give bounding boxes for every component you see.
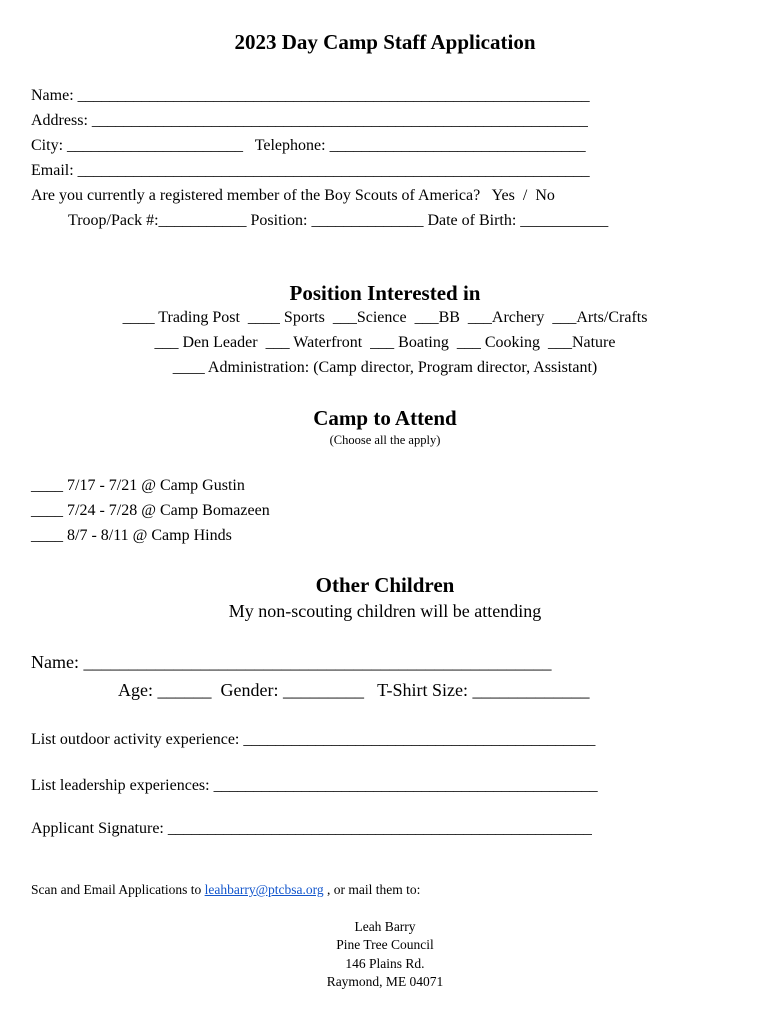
email-field[interactable]: Email: ________________________________________________________________	[31, 162, 590, 179]
signature-field[interactable]: Applicant Signature: _____________________________________________________	[31, 820, 592, 837]
position-options-row-3[interactable]: ____ Administration: (Camp director, Program director, Assistant)	[172, 359, 598, 376]
address-field[interactable]: Address: ______________________________________________________________	[31, 112, 588, 129]
troop-position-dob-field[interactable]: Troop/Pack #:___________ Position: ______________ Date of Birth: ___________	[68, 212, 609, 229]
camp-option[interactable]: ____ 7/24 - 7/28 @ Camp Bomazeen	[31, 502, 270, 519]
mailing-city: Raymond, ME 04071	[326, 974, 444, 989]
position-heading: Position Interested in	[289, 281, 481, 305]
instructions-prefix: Scan and Email Applications to	[31, 882, 205, 897]
email-link[interactable]: leahbarry@ptcbsa.org	[204, 882, 324, 897]
position-options-row-2[interactable]: ___ Den Leader ___ Waterfront ___ Boating ___ Cooking ___Nature	[154, 334, 616, 351]
camp-option[interactable]: ____ 7/17 - 7/21 @ Camp Gustin	[31, 477, 245, 494]
camp-subheading: (Choose all the apply)	[329, 433, 441, 447]
mailing-name: Leah Barry	[354, 919, 416, 934]
camp-heading: Camp to Attend	[313, 406, 457, 430]
camp-option[interactable]: ____ 8/7 - 8/11 @ Camp Hinds	[31, 527, 232, 544]
outdoor-experience-field[interactable]: List outdoor activity experience: ____________________________________________	[31, 731, 596, 748]
instructions-suffix: , or mail them to:	[323, 882, 421, 897]
children-subheading: My non-scouting children will be attending	[228, 601, 542, 621]
name-field[interactable]: Name: ________________________________________________________________	[31, 87, 590, 104]
children-heading: Other Children	[315, 573, 455, 597]
registered-member-question[interactable]: Are you currently a registered member of the Boy Scouts of America? Yes / No	[31, 187, 555, 204]
child-details-field[interactable]: Age: ______ Gender: _________ T-Shirt Size: _____________	[118, 680, 590, 700]
submission-instructions	[31, 882, 420, 898]
position-options-row-1[interactable]: ____ Trading Post ____ Sports ___Science ___BB ___Archery ___Arts/Crafts	[122, 309, 648, 326]
mailing-street: 146 Plains Rd.	[345, 956, 425, 971]
city-telephone-field[interactable]: City: ______________________ Telephone: ________________________________	[31, 137, 586, 154]
page-title: 2023 Day Camp Staff Application	[234, 30, 536, 54]
leadership-experience-field[interactable]: List leadership experiences: ________________________________________________	[31, 777, 598, 794]
child-name-field[interactable]: Name: ____________________________________________________	[31, 652, 552, 672]
mailing-organization: Pine Tree Council	[336, 937, 434, 952]
